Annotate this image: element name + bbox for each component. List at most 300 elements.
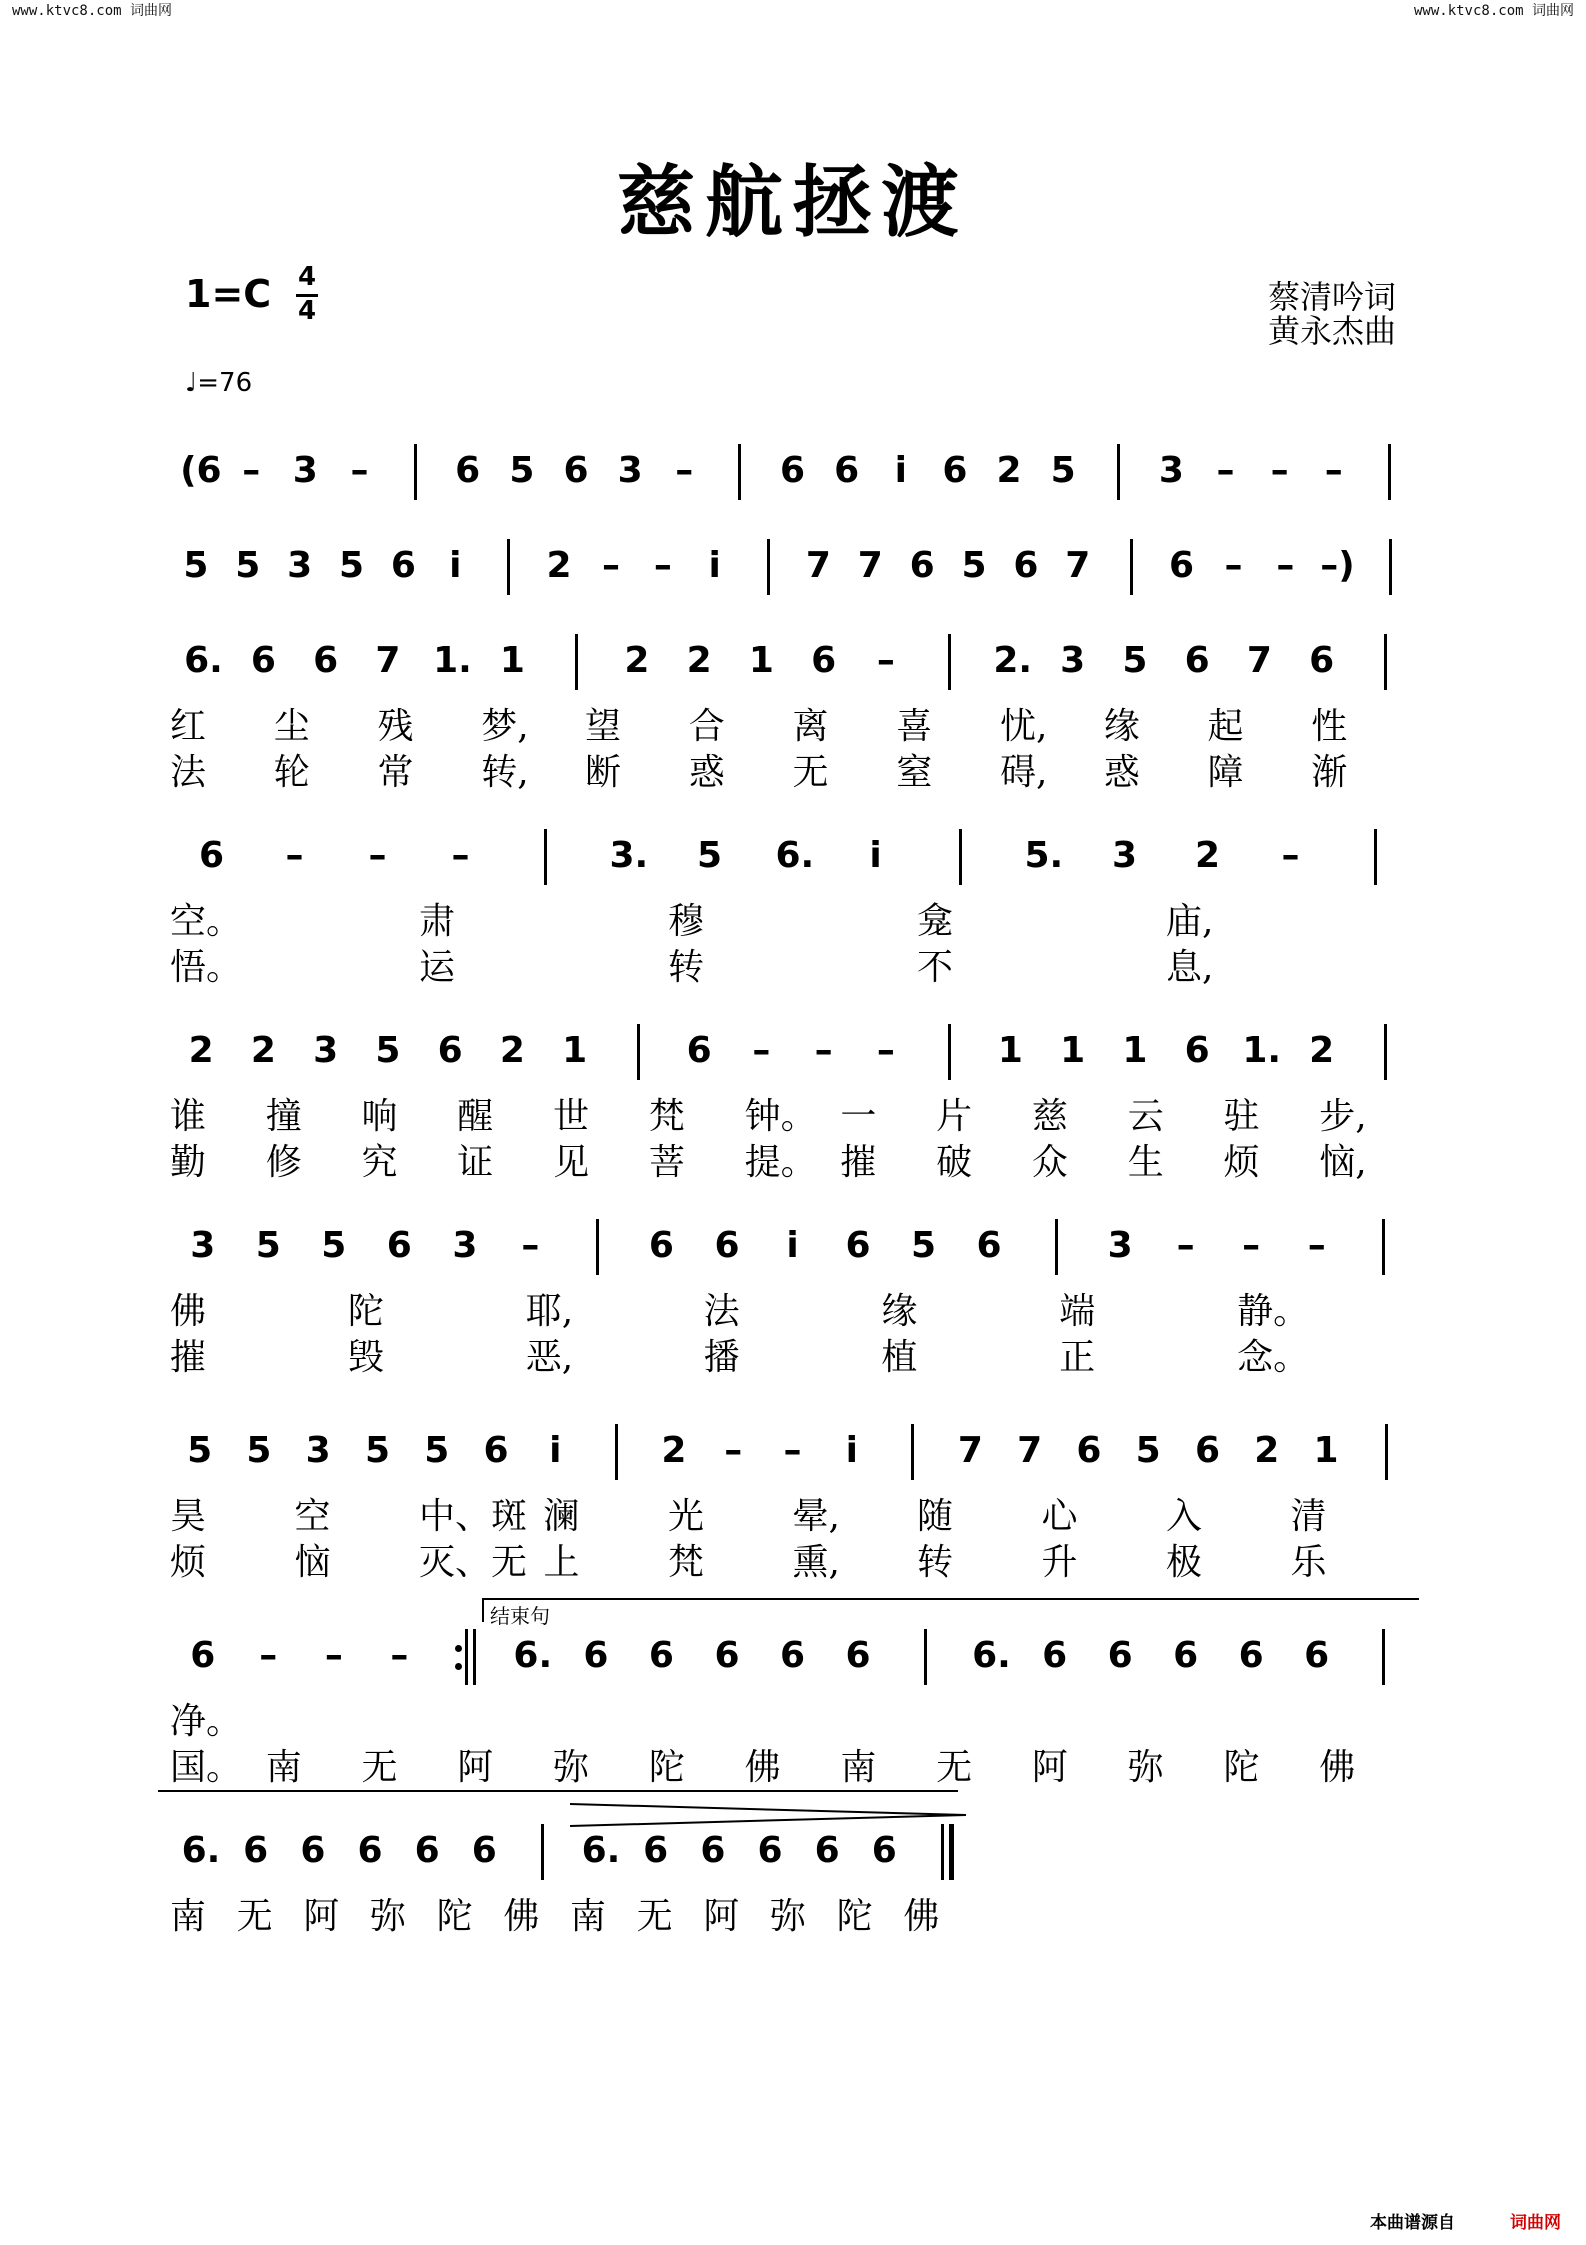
note: 2 [661,1430,687,1471]
barline [1384,1024,1387,1080]
lyric-syllable: 转 [917,1542,954,1583]
footer-site: 词曲网 [1510,2213,1561,2233]
note: 2. [993,640,1033,681]
lyric-syllable: 驻 [1223,1096,1260,1137]
lyric-syllable: 转, [481,752,529,793]
note: 3 [305,1430,331,1471]
note: – [1307,1225,1326,1266]
note: 6 [1309,640,1335,681]
lyric-syllable: 菩 [648,1142,685,1183]
note: –) [1320,545,1355,586]
lyric-syllable: 不 [917,947,954,988]
note: 5 [1050,450,1076,491]
note: 6 [483,1430,509,1471]
lyric-syllable: 南 [265,1747,302,1788]
note: – [368,835,387,876]
lyric-syllable: 梦, [481,706,529,747]
note: i [894,450,907,491]
lyric-syllable: 空。 [170,901,243,942]
lyric-syllable: 陀 [436,1896,473,1937]
note: 5 [321,1225,347,1266]
lyric-syllable: 恶, [525,1337,574,1378]
lyric-syllable: 转 [668,947,705,988]
note: 6 [1169,545,1195,586]
note: 6 [300,1830,326,1871]
note: 6 [190,1635,216,1676]
barline [767,539,770,595]
lyric-syllable: 穆 [668,901,705,942]
lyric-syllable: 晕, [792,1496,840,1537]
note: – [1281,835,1300,876]
note: 5 [339,545,365,586]
lyric-syllable: 世 [553,1096,590,1137]
lyric-syllable: 残 [377,706,414,747]
note: 6 [1184,640,1210,681]
lyric-syllable: 熏, [792,1542,840,1583]
lyric-syllable: 烦 [1223,1142,1260,1183]
lyric-syllable: 国。 [170,1747,243,1788]
note: 6 [814,1830,840,1871]
note: 3. [609,835,649,876]
note: 6. [775,835,815,876]
lyric-syllable: 佛 [903,1896,940,1937]
note: – [324,1635,343,1676]
lyric-syllable: 上 [543,1542,580,1583]
note: 7 [375,640,401,681]
note: 6 [648,1635,674,1676]
lyric-syllable: 光 [668,1496,705,1537]
lyric-syllable: 常 [377,752,414,793]
note: 6 [834,450,860,491]
lyric-syllable: 心 [1041,1496,1078,1537]
coda-label: 结束句 [490,1604,550,1628]
lyric-syllable: 谁 [170,1096,207,1137]
note: 6 [700,1830,726,1871]
note: 1. [1242,1030,1282,1071]
note: 6 [1194,1430,1221,1471]
note: 3 [190,1225,216,1266]
lyric-syllable: 云 [1127,1096,1164,1137]
lyric-syllable: 摧 [170,1337,207,1378]
note: 6 [198,835,225,876]
site-watermark-right: www.ktvc8.com 词曲网 [1413,3,1574,19]
note: 7 [857,545,883,586]
note: 6 [563,450,589,491]
barline [1382,1629,1385,1685]
note: 6. [181,1830,221,1871]
note: – [242,450,261,491]
lyric-syllable: 阿 [303,1896,340,1937]
barline [615,1424,618,1480]
barline [1384,634,1387,690]
lyric-syllable: 阿 [703,1896,740,1937]
footer-source: 本曲谱源自 [1370,2213,1455,2233]
note: 6. [972,1635,1011,1676]
lyric-syllable: 南 [570,1896,607,1937]
lyric-syllable: 梵 [648,1096,685,1137]
lyric-syllable: 无 [936,1747,973,1788]
note: – [390,1635,409,1676]
note: 6 [386,1225,412,1266]
barline [507,539,510,595]
lyric-syllable: 慈 [1031,1096,1068,1137]
note: i [449,545,462,586]
barline [414,444,417,500]
lyric-syllable: 喜 [896,706,933,747]
note: 6 [1013,545,1039,586]
note: 1 [1060,1030,1086,1071]
note: 6 [909,545,935,586]
note: 2 [624,640,650,681]
lyric-syllable: 望 [585,706,622,747]
note: 6 [871,1830,897,1871]
lyric-syllable: 中、斑 [419,1496,528,1537]
note: 2 [686,640,712,681]
lyric-syllable: 运 [419,947,456,988]
note: 2 [499,1030,525,1071]
note: 6 [1042,1635,1068,1676]
barline [911,1424,914,1480]
lyric-syllable: 钟。 [744,1096,817,1137]
note: 6. [513,1635,553,1676]
lyric-syllable: 法 [703,1291,740,1332]
lyric-syllable: 陀 [648,1747,685,1788]
lyric-syllable: 无 [236,1896,273,1937]
note: – [1276,545,1295,586]
barline [1374,829,1377,885]
lyric-syllable: 生 [1127,1142,1164,1183]
lyric-syllable: 弥 [553,1747,590,1788]
note: 5 [1122,640,1148,681]
note: 6. [184,640,223,681]
lyric-syllable: 龛 [917,901,954,942]
note: – [783,1430,802,1471]
barline [1385,1424,1388,1480]
lyric-syllable: 弥 [770,1896,807,1937]
tempo-marking [185,368,252,398]
note: 5 [183,545,209,586]
note: – [1224,545,1243,586]
note: 1 [1313,1430,1339,1471]
lyric-syllable: 阿 [457,1747,494,1788]
lyric-syllable: 离 [792,706,829,747]
note: 2 [1309,1030,1335,1071]
barline [1382,1219,1385,1275]
lyric-syllable: 灭、无 [419,1542,528,1583]
composer-credit: 黄永杰曲 [1267,312,1396,350]
barline [948,634,951,690]
barline [1055,1219,1058,1275]
note: 2 [188,1030,214,1071]
lyric-syllable: 播 [703,1337,740,1378]
lyric-syllable: 红 [170,706,207,747]
note: – [752,1030,771,1071]
lyric-syllable: 缘 [881,1291,918,1332]
note: (6 [180,450,222,491]
note: 3 [313,1030,339,1071]
note: 5 [1135,1430,1161,1471]
lyric-syllable: 澜 [543,1496,580,1537]
barline [544,829,547,885]
note: 7 [805,545,831,586]
key-signature: 1=C [185,272,272,316]
lyric-syllable: 起 [1207,706,1244,747]
note: 6 [357,1830,383,1871]
lyric-syllable: 佛 [503,1896,540,1937]
lyric-syllable: 修 [265,1142,302,1183]
note: – [259,1635,278,1676]
song-title: 慈航拯渡 [616,158,969,248]
note: 7 [1017,1430,1043,1471]
lyric-syllable: 正 [1059,1337,1096,1378]
note: 6 [686,1030,712,1071]
note: 3 [1060,640,1086,681]
note: 5 [246,1430,272,1471]
lyric-syllable: 随 [917,1496,954,1537]
note: 1 [997,1030,1023,1071]
lyric-syllable: 息, [1166,947,1214,988]
lyric-syllable: 轮 [273,752,310,793]
lyric-syllable: 陀 [347,1291,384,1332]
lyric-syllable: 念。 [1237,1337,1310,1378]
lyric-syllable: 众 [1031,1142,1068,1183]
note: – [1176,1225,1195,1266]
note: 6 [714,1225,740,1266]
note: 3 [1107,1225,1133,1266]
note: 2 [546,545,572,586]
note: 6 [1304,1635,1330,1676]
barline [637,1024,640,1080]
lyricist-credit: 蔡清吟词 [1267,278,1396,316]
barline [541,1824,544,1880]
note: 5 [364,1430,391,1471]
repeat-dot [455,1645,462,1652]
lyric-syllable: 佛 [170,1291,207,1332]
lyric-syllable: 惑 [688,752,725,793]
note: i [845,1430,858,1471]
barline [1117,444,1120,500]
note: 1 [562,1030,588,1071]
note: – [814,1030,833,1071]
note: – [1216,450,1235,491]
lyric-syllable: 入 [1166,1496,1203,1537]
note: 6 [976,1225,1002,1266]
note: 6 [471,1830,497,1871]
note: 6 [455,450,481,491]
lyric-syllable: 性 [1311,706,1348,747]
note: – [601,545,620,586]
note: 6 [1238,1635,1264,1676]
site-watermark-left: www.ktvc8.com 词曲网 [12,3,173,19]
lyric-syllable: 渐 [1311,752,1348,793]
lyric-syllable: 无 [792,752,829,793]
lyric-syllable: 无 [361,1747,398,1788]
quarter-note-icon: ♩ [185,368,198,398]
note: – [724,1430,743,1471]
lyric-syllable: 静。 [1237,1291,1310,1332]
lyric-syllable: 清 [1290,1496,1327,1537]
note: – [451,835,470,876]
barline [575,634,578,690]
decrescendo-hairpin [570,1800,970,1834]
lyric-syllable: 合 [688,706,725,747]
lyric-syllable: 肃 [419,901,456,942]
lyric-syllable: 端 [1059,1291,1096,1332]
lyric-syllable: 悟。 [170,947,243,988]
lyric-syllable: 弥 [1127,1747,1164,1788]
barline [959,829,962,885]
note: 6 [845,1635,871,1676]
note: i [786,1225,799,1266]
lyric-syllable: 植 [881,1337,918,1378]
lyric-syllable: 南 [170,1896,207,1937]
note: – [1242,1225,1261,1266]
note: i [708,545,721,586]
note: 6 [390,545,416,586]
note: 6 [779,450,806,491]
barline [738,444,741,500]
note: 6 [313,640,339,681]
lyric-syllable: 恼, [1319,1142,1367,1183]
lyric-syllable: 梵 [668,1542,705,1583]
note: – [521,1225,540,1266]
lyric-syllable: 响 [361,1096,398,1137]
lyric-syllable: 障 [1207,752,1244,793]
lyric-syllable: 升 [1041,1542,1078,1583]
lyric-syllable: 惑 [1103,752,1140,793]
lyric-syllable: 佛 [1319,1747,1356,1788]
note: 2 [250,1030,276,1071]
hairpin-shape [570,1800,970,1830]
note: 1 [1122,1030,1148,1071]
lyric-syllable: 见 [553,1142,590,1183]
lyric-syllable: 破 [936,1142,973,1183]
note: 2 [1194,835,1221,876]
note: 1 [748,640,774,681]
note: i [549,1430,562,1471]
note: 2 [996,450,1022,491]
lyric-syllable: 毁 [347,1337,384,1378]
lyric-syllable: 烦 [170,1542,207,1583]
note: 5 [424,1430,450,1471]
barline [1388,444,1391,500]
note: 3 [1111,835,1138,876]
coda-bracket [482,1598,1419,1622]
note: 3 [617,450,643,491]
note: 6 [1107,1635,1133,1676]
lyric-syllable: 究 [361,1142,398,1183]
lyric-syllable: 乐 [1290,1542,1327,1583]
note: – [653,545,672,586]
note: 5 [509,450,535,491]
lyric-syllable: 摧 [840,1142,877,1183]
time-signature-top: 4 [298,262,317,292]
note: 5 [235,545,261,586]
lyric-syllable: 碍, [1000,752,1048,793]
note: 6 [243,1830,269,1871]
lyric-syllable: 醒 [457,1096,494,1137]
barline [924,1629,927,1685]
lyric-syllable: 法 [170,752,207,793]
note: 6 [583,1635,609,1676]
repeat-dot [455,1663,462,1670]
lyric-syllable: 昊 [170,1496,207,1537]
note: 6 [643,1830,669,1871]
lyric-syllable: 耶, [525,1291,574,1332]
note: 6. [581,1830,621,1871]
note: – [876,1030,895,1071]
note: – [350,450,369,491]
time-signature-bottom: 4 [298,296,317,326]
tempo-value: =76 [197,368,253,398]
lyric-syllable: 恼 [294,1542,331,1583]
lyric-syllable: 缘 [1103,706,1140,747]
note: 5 [255,1225,281,1266]
note: 6 [811,640,837,681]
lyric-syllable: 忧, [1000,706,1048,747]
note: 6 [250,640,276,681]
barline [465,1629,468,1685]
lyric-syllable: 断 [585,752,622,793]
lyric-syllable: 撞 [265,1096,302,1137]
note: 6 [757,1830,783,1871]
note: i [869,835,882,876]
lyric-syllable: 勤 [170,1142,207,1183]
lyric-syllable: 尘 [273,706,310,747]
note: 5 [375,1030,401,1071]
repeat-barline [473,1629,476,1685]
note: 6 [1173,1635,1199,1676]
note: 5 [961,545,987,586]
note: 2 [1254,1430,1280,1471]
note: 6 [845,1225,871,1266]
lyric-syllable: 弥 [370,1896,407,1937]
lyric-syllable: 极 [1166,1542,1203,1583]
note: 6 [1076,1430,1102,1471]
lyric-syllable: 步, [1319,1096,1367,1137]
lyric-syllable: 片 [936,1096,973,1137]
lyric-syllable: 净。 [170,1701,243,1742]
lyric-syllable: 陀 [836,1896,873,1937]
lyric-syllable: 窒 [896,752,933,793]
note: 5 [187,1430,213,1471]
note: 5 [696,835,723,876]
note: 1 [499,640,525,681]
note: 6 [714,1635,740,1676]
note: 1. [433,640,472,681]
note: – [675,450,694,491]
barline [1130,539,1133,595]
note: 6 [437,1030,463,1071]
note: 6 [648,1225,674,1266]
lyric-syllable: 南 [840,1747,877,1788]
lyric-syllable: 空 [294,1496,331,1537]
note: – [1324,450,1343,491]
note: 3 [292,450,318,491]
lyric-syllable: 无 [636,1896,673,1937]
lyric-syllable: 一 [840,1096,877,1137]
note: 7 [1065,545,1091,586]
lyric-syllable: 佛 [744,1747,781,1788]
note: 3 [1158,450,1184,491]
coda-end-line [158,1790,958,1792]
lyric-syllable: 证 [457,1142,494,1183]
lyric-syllable: 提。 [744,1142,817,1183]
lyric-syllable: 阿 [1031,1747,1068,1788]
lyric-syllable: 庙, [1166,901,1214,942]
note: 5 [911,1225,937,1266]
note: 7 [1246,640,1272,681]
